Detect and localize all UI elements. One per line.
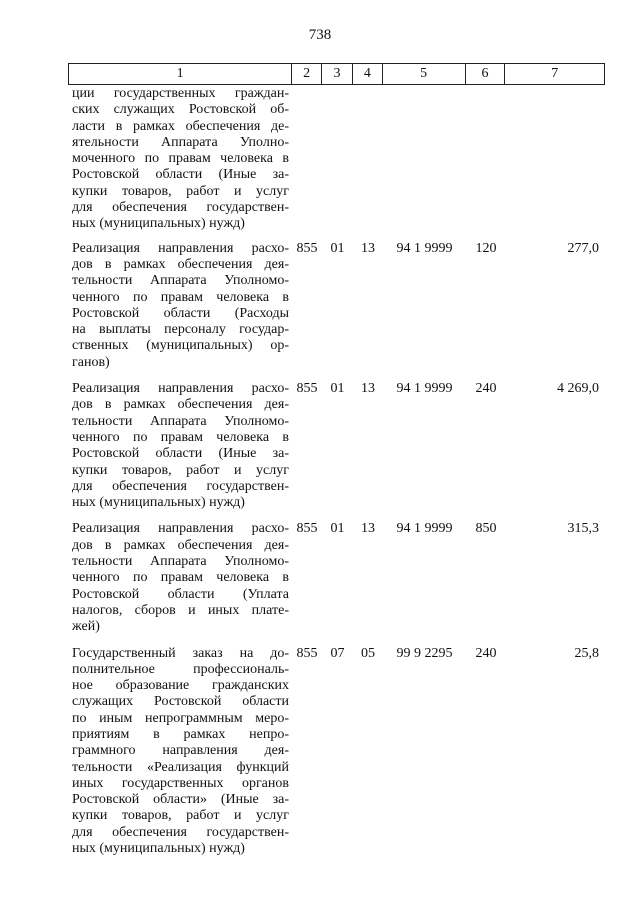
table-row: [68, 381, 605, 511]
cell-c4: 13: [361, 381, 375, 397]
row-description: [68, 86, 292, 233]
description-line: ченного по правам человека в: [72, 570, 289, 586]
description-line: ных (муниципальных) нужд): [72, 495, 245, 511]
table-body: [68, 86, 605, 867]
cell-c3: [322, 86, 353, 233]
description-line: ное образование гражданских: [72, 678, 289, 694]
description-line: ственных (муниципальных) ор-: [72, 338, 289, 354]
description-line: для обеспечения государствен-: [72, 824, 289, 840]
description-line: моченного по правам человека в: [72, 151, 289, 167]
header-col-7: 7: [551, 66, 559, 81]
description-line: Ростовской области (Уплата: [72, 586, 289, 602]
page-number: 738: [308, 27, 332, 43]
header-col-6: 6: [466, 64, 506, 84]
cell-c5: 94 1 9999: [396, 240, 453, 256]
description-line: Ростовской области» (Иные за-: [72, 792, 289, 808]
cell-c4: 13: [361, 240, 375, 256]
description-line: ятельности Аппарата Уполно-: [72, 134, 289, 150]
cell-c2: 855: [296, 381, 318, 397]
description-line: Реализация направления расхо-: [72, 381, 289, 397]
cell-c2: 855: [296, 521, 318, 537]
cell-c3: 01: [330, 381, 345, 397]
description-line: по иным непрограммным меро-: [72, 710, 289, 726]
description-line: купки товаров, работ и услуг: [72, 183, 289, 199]
cell-c6: [466, 86, 506, 233]
description-line: на выплаты персоналу государ-: [72, 322, 289, 338]
description-line: Реализация направления расхо-: [72, 521, 289, 537]
description-line: Ростовской области (Иные за-: [72, 167, 289, 183]
cell-c5: 94 1 9999: [396, 381, 453, 397]
cell-c7: 315,3: [567, 521, 599, 537]
description-line: Реализация направления расхо-: [72, 240, 289, 256]
cell-c5: [383, 86, 466, 233]
cell-c7: [506, 86, 605, 233]
cell-c4: 05: [361, 645, 375, 661]
description-line: ных (муниципальных) нужд): [72, 841, 245, 857]
description-line: полнительное профессиональ-: [72, 661, 289, 677]
description-line: ных (муниципальных) нужд): [72, 216, 245, 232]
header-col-1: 1: [69, 64, 292, 84]
cell-c2: 855: [296, 240, 318, 256]
row-description: [68, 241, 292, 371]
table-row: [68, 646, 605, 858]
description-line: иных государственных органов: [72, 775, 289, 791]
cell-c7: 25,8: [574, 645, 599, 661]
cell-c5: 99 9 2295: [396, 645, 453, 661]
cell-c6: 240: [475, 645, 497, 661]
description-line: тельности Аппарата Уполномо-: [72, 273, 289, 289]
table-header: [68, 63, 605, 85]
header-col-2: 2: [292, 64, 322, 84]
table-row: [68, 241, 605, 371]
description-line: дов в рамках обеспечения дея-: [72, 397, 289, 413]
table-row: [68, 521, 605, 635]
row-description: [68, 381, 292, 511]
cell-c3: 07: [330, 645, 345, 661]
cell-c5: 94 1 9999: [396, 521, 453, 537]
description-line: ласти в рамках обеспечения де-: [72, 118, 289, 134]
cell-c4: [353, 86, 383, 233]
description-line: купки товаров, работ и услуг: [72, 808, 289, 824]
header-col-5: 5: [383, 64, 466, 84]
cell-c3: 01: [330, 240, 345, 256]
description-line: ганов): [72, 354, 110, 370]
cell-c4: 13: [361, 521, 375, 537]
cell-c3: 01: [330, 521, 345, 537]
description-line: ции государственных граждан-: [72, 86, 289, 101]
row-description: [68, 646, 292, 858]
header-col-4: 4: [353, 64, 383, 84]
description-line: ченного по правам человека в: [72, 429, 289, 445]
description-line: граммного направления дея-: [72, 743, 289, 759]
description-line: жей): [72, 619, 100, 635]
cell-c6: 240: [475, 381, 497, 397]
header-col-3: 3: [322, 64, 353, 84]
description-line: налогов, сборов и иных плате-: [72, 602, 289, 618]
cell-c6: 120: [475, 240, 497, 256]
description-line: тельности Аппарата Уполномо-: [72, 554, 289, 570]
description-line: служащих Ростовской области: [72, 694, 289, 710]
table-row: [68, 86, 605, 233]
description-line: Государственный заказ на до-: [72, 645, 289, 661]
cell-c7: 277,0: [567, 240, 599, 256]
description-line: тельности «Реализация функций: [72, 759, 289, 775]
description-line: ченного по правам человека в: [72, 289, 289, 305]
description-line: дов в рамках обеспечения дея-: [72, 256, 289, 272]
cell-c2: [292, 86, 322, 233]
cell-c2: 855: [296, 645, 318, 661]
row-description: [68, 521, 292, 635]
description-line: Ростовской области (Расходы: [72, 305, 289, 321]
description-line: тельности Аппарата Уполномо-: [72, 413, 289, 429]
description-line: приятиям в рамках непро-: [72, 726, 289, 742]
description-line: Ростовской области (Иные за-: [72, 446, 289, 462]
description-line: для обеспечения государствен-: [72, 200, 289, 216]
description-line: ских служащих Ростовской об-: [72, 102, 289, 118]
description-line: купки товаров, работ и услуг: [72, 462, 289, 478]
cell-c6: 850: [475, 521, 497, 537]
description-line: для обеспечения государствен-: [72, 478, 289, 494]
description-line: дов в рамках обеспечения дея-: [72, 537, 289, 553]
cell-c7: 4 269,0: [557, 381, 599, 397]
